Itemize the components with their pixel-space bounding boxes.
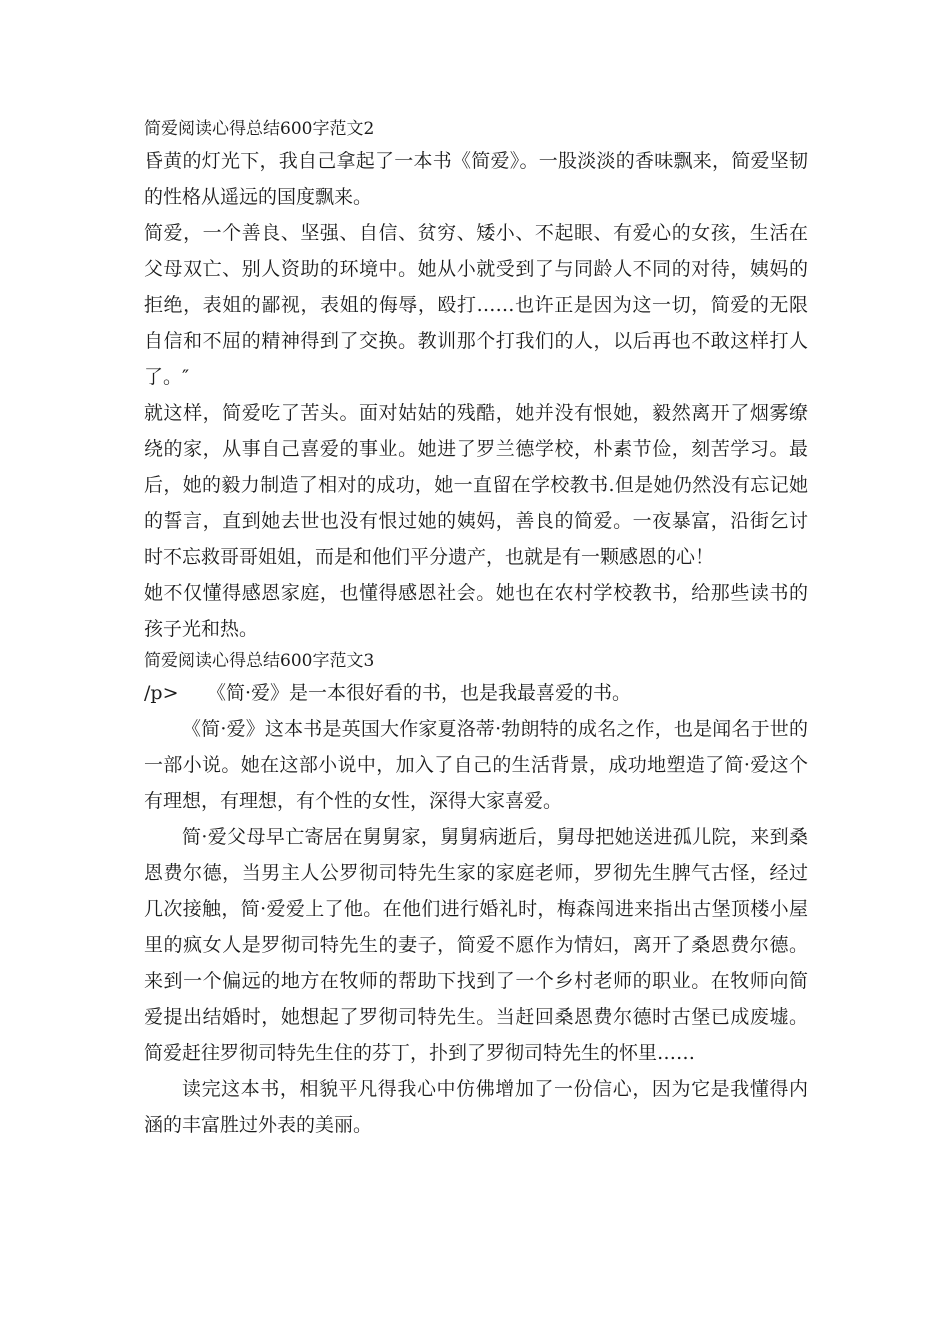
- section-3-paragraph-3: 读完这本书，相貌平凡得我心中仿佛增加了一份信心，因为它是我懂得内涵的丰富胜过外表的美丽。: [144, 1078, 808, 1136]
- section-2-paragraph-3: 就这样，简爱吃了苦头。面对姑姑的残酷，她并没有恨她，毅然离开了烟雾缭绕的家，从事自己喜爱的事业。她进了罗兰德学校，朴素节俭，刻苦学习。最后，她的毅力制造了相对的成功，她一直留在学校教书.但是她仍然没有忘记她的誓言，直到她去世也没有恨过她的姨妈，善良的简爱。一夜暴富，沿街乞讨时不忘救哥哥姐姐，而是和他们平分遗产，也就是有一颗感恩的心！: [144, 402, 808, 568]
- section-3-title: 简爱阅读心得总结600字范文3: [144, 651, 375, 671]
- section-2-paragraph-2: 简爱，一个善良、坚强、自信、贫穷、矮小、不起眼、有爱心的女孩，生活在父母双亡、别人资助的环境中。她从小就受到了与同龄人不同的对待，姨妈的拒绝，表姐的鄙视，表姐的侮辱，殴打……也许正是因为这一切，简爱的无限自信和不屈的精神得到了交换。教训那个打我们的人，以后再也不敢这样打人了。″: [144, 222, 808, 388]
- section-3-paragraph-2: 简·爱父母早亡寄居在舅舅家，舅舅病逝后，舅母把她送进孤儿院，来到桑恩费尔德，当男主人公罗彻司特先生家的家庭老师，罗彻先生脾气古怪，经过几次接触，简·爱爱上了他。在他们进行婚礼时，梅森闯进来指出古堡顶楼小屋里的疯女人是罗彻司特先生的妻子，简爱不愿作为情妇，离开了桑恩费尔德。来到一个偏远的地方在牧师的帮助下找到了一个乡村老师的职业。在牧师向简爱提出结婚时，她想起了罗彻司特先生。当赶回桑恩费尔德时古堡已成废墟。简爱赶往罗彻司特先生住的芬丁，扑到了罗彻司特先生的怀里……: [144, 826, 808, 1064]
- section-2-paragraph-4: 她不仅懂得感恩家庭，也懂得感恩社会。她也在农村学校教书，给那些读书的孩子光和热。: [144, 582, 808, 640]
- section-2-title: 简爱阅读心得总结600字范文2: [144, 119, 375, 139]
- document-page: [144, 115, 808, 1143]
- section-3-paragraph-1: 《简·爱》这本书是英国大作家夏洛蒂·勃朗特的成名之作，也是闻名于世的一部小说。她在这部小说中，加入了自己的生活背景，成功地塑造了简·爱这个有理想，有理想，有个性的女性，深得大家喜爱。: [144, 718, 808, 812]
- section-2-paragraph-1: 昏黄的灯光下，我自己拿起了一本书《简爱》。一股淡淡的香味飘来，简爱坚韧的性格从遥远的国度飘来。: [144, 150, 808, 208]
- section-3-first-line: /p> 《简·爱》是一本很好看的书，也是我最喜爱的书。: [144, 682, 632, 704]
